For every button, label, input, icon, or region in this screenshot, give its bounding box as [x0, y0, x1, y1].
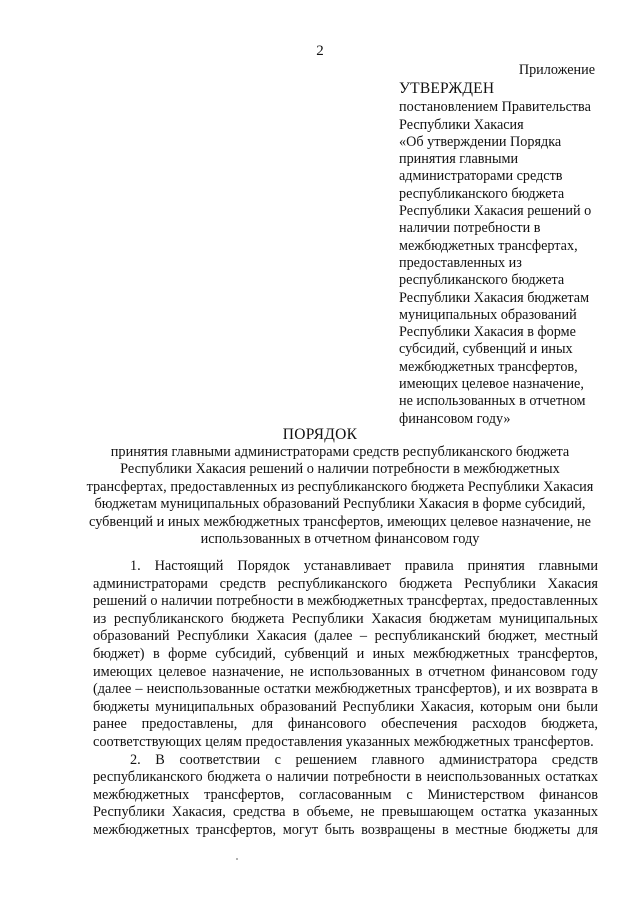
body-line: соответствующих целям предоставления указанных межбюджетных трансфертов.: [93, 733, 594, 750]
approval-line: Республики Хакасия решений о: [399, 203, 592, 220]
approval-line: администраторами средств: [399, 168, 563, 185]
body-line: ранее предоставлены, для финансового обеспечения расходов бюджета,: [93, 716, 598, 733]
approval-line: наличии потребности в: [399, 220, 541, 237]
document-subtitle: [80, 444, 600, 548]
approval-line: муниципальных образований: [399, 306, 577, 323]
approval-line: имеющих целевое назначение,: [399, 376, 584, 393]
page-number: 2: [316, 43, 324, 59]
subtitle-line: Республики Хакасия решений о наличии потребности в межбюджетных: [120, 461, 560, 478]
paragraph-1: [93, 558, 598, 752]
document-title: ПОРЯДОК: [282, 426, 358, 443]
approval-line: постановлением Правительства: [399, 99, 591, 116]
approval-line: Республики Хакасия: [399, 116, 524, 133]
body-line: бюджет) в форме субсидий, субвенций и иных межбюджетных трансфертов,: [93, 645, 598, 662]
approval-line: «Об утверждении Порядка: [399, 133, 562, 150]
body-line: 2. В соответствии с решением главного администратора средств: [130, 751, 598, 768]
body-line: образований Республики Хакасия (далее – республиканский бюджет, местный: [93, 628, 598, 645]
paragraph-2: [93, 752, 598, 840]
body-line: имеющих целевое назначение, не использованных в отчетном финансовом году: [93, 663, 598, 680]
body-line: межбюджетных трансфертов, могут быть возвращены в местные бюджеты для: [93, 821, 598, 838]
scan-speck: [236, 858, 238, 860]
approval-block: [399, 62, 619, 428]
approval-line: республиканского бюджета: [399, 272, 565, 289]
approval-line: Республики Хакасия в форме: [399, 324, 576, 341]
approval-line: Республики Хакасия бюджетам: [399, 289, 590, 306]
approval-line: республиканского бюджета: [399, 185, 565, 202]
body-line: 1. Настоящий Порядок устанавливает правила принятия главными: [130, 558, 598, 574]
subtitle-line: трансфертах, предоставленных из республиканского бюджета Республики Хакасия: [86, 478, 594, 495]
subtitle-line: принятия главными администраторами средств республиканского бюджета: [110, 444, 570, 460]
document-body: [93, 558, 598, 840]
approval-line: не использованных в отчетном: [399, 393, 586, 410]
appendix-label: Приложение: [518, 62, 595, 78]
body-line: Республики Хакасия, средства в объеме, не превышающем остатка указанных: [93, 804, 598, 821]
body-line: администраторами средств республиканского бюджета Республики Хакасия: [93, 575, 598, 592]
subtitle-line: бюджетам муниципальных образований Республики Хакасия в форме субсидий,: [94, 496, 586, 513]
approval-line: межбюджетных трансфертов,: [399, 358, 578, 375]
body-line: бюджеты муниципальных образований Республики Хакасия, которым они были: [93, 698, 598, 715]
body-line: из республиканского бюджета Республики Хакасия бюджетам муниципальных: [93, 610, 598, 627]
subtitle-line: использованных в отчетном финансовом году: [200, 531, 480, 548]
body-line: межбюджетных трансфертов, согласованным с Министерством финансов: [93, 786, 598, 803]
subtitle-line: субвенций и иных межбюджетных трансфертов, имеющих целевое назначение, не: [89, 513, 591, 530]
approval-line: финансовом году»: [399, 410, 511, 427]
approval-line: субсидий, субвенций и иных: [399, 341, 573, 358]
body-line: республиканского бюджета о наличии потребности в неиспользованных остатках: [93, 769, 598, 786]
approved-label: УТВЕРЖДЕН: [399, 80, 495, 98]
approval-line: принятия главными: [399, 151, 519, 168]
body-line: (далее – неиспользованные остатки межбюджетных трансфертов), и их возврата в: [93, 681, 598, 698]
approval-text: [399, 99, 619, 428]
body-line: решений о наличии потребности в межбюджетных трансфертах, предоставленных: [93, 593, 598, 610]
approval-line: предоставленных из: [399, 254, 522, 271]
approval-line: межбюджетных трансфертах,: [399, 237, 578, 254]
